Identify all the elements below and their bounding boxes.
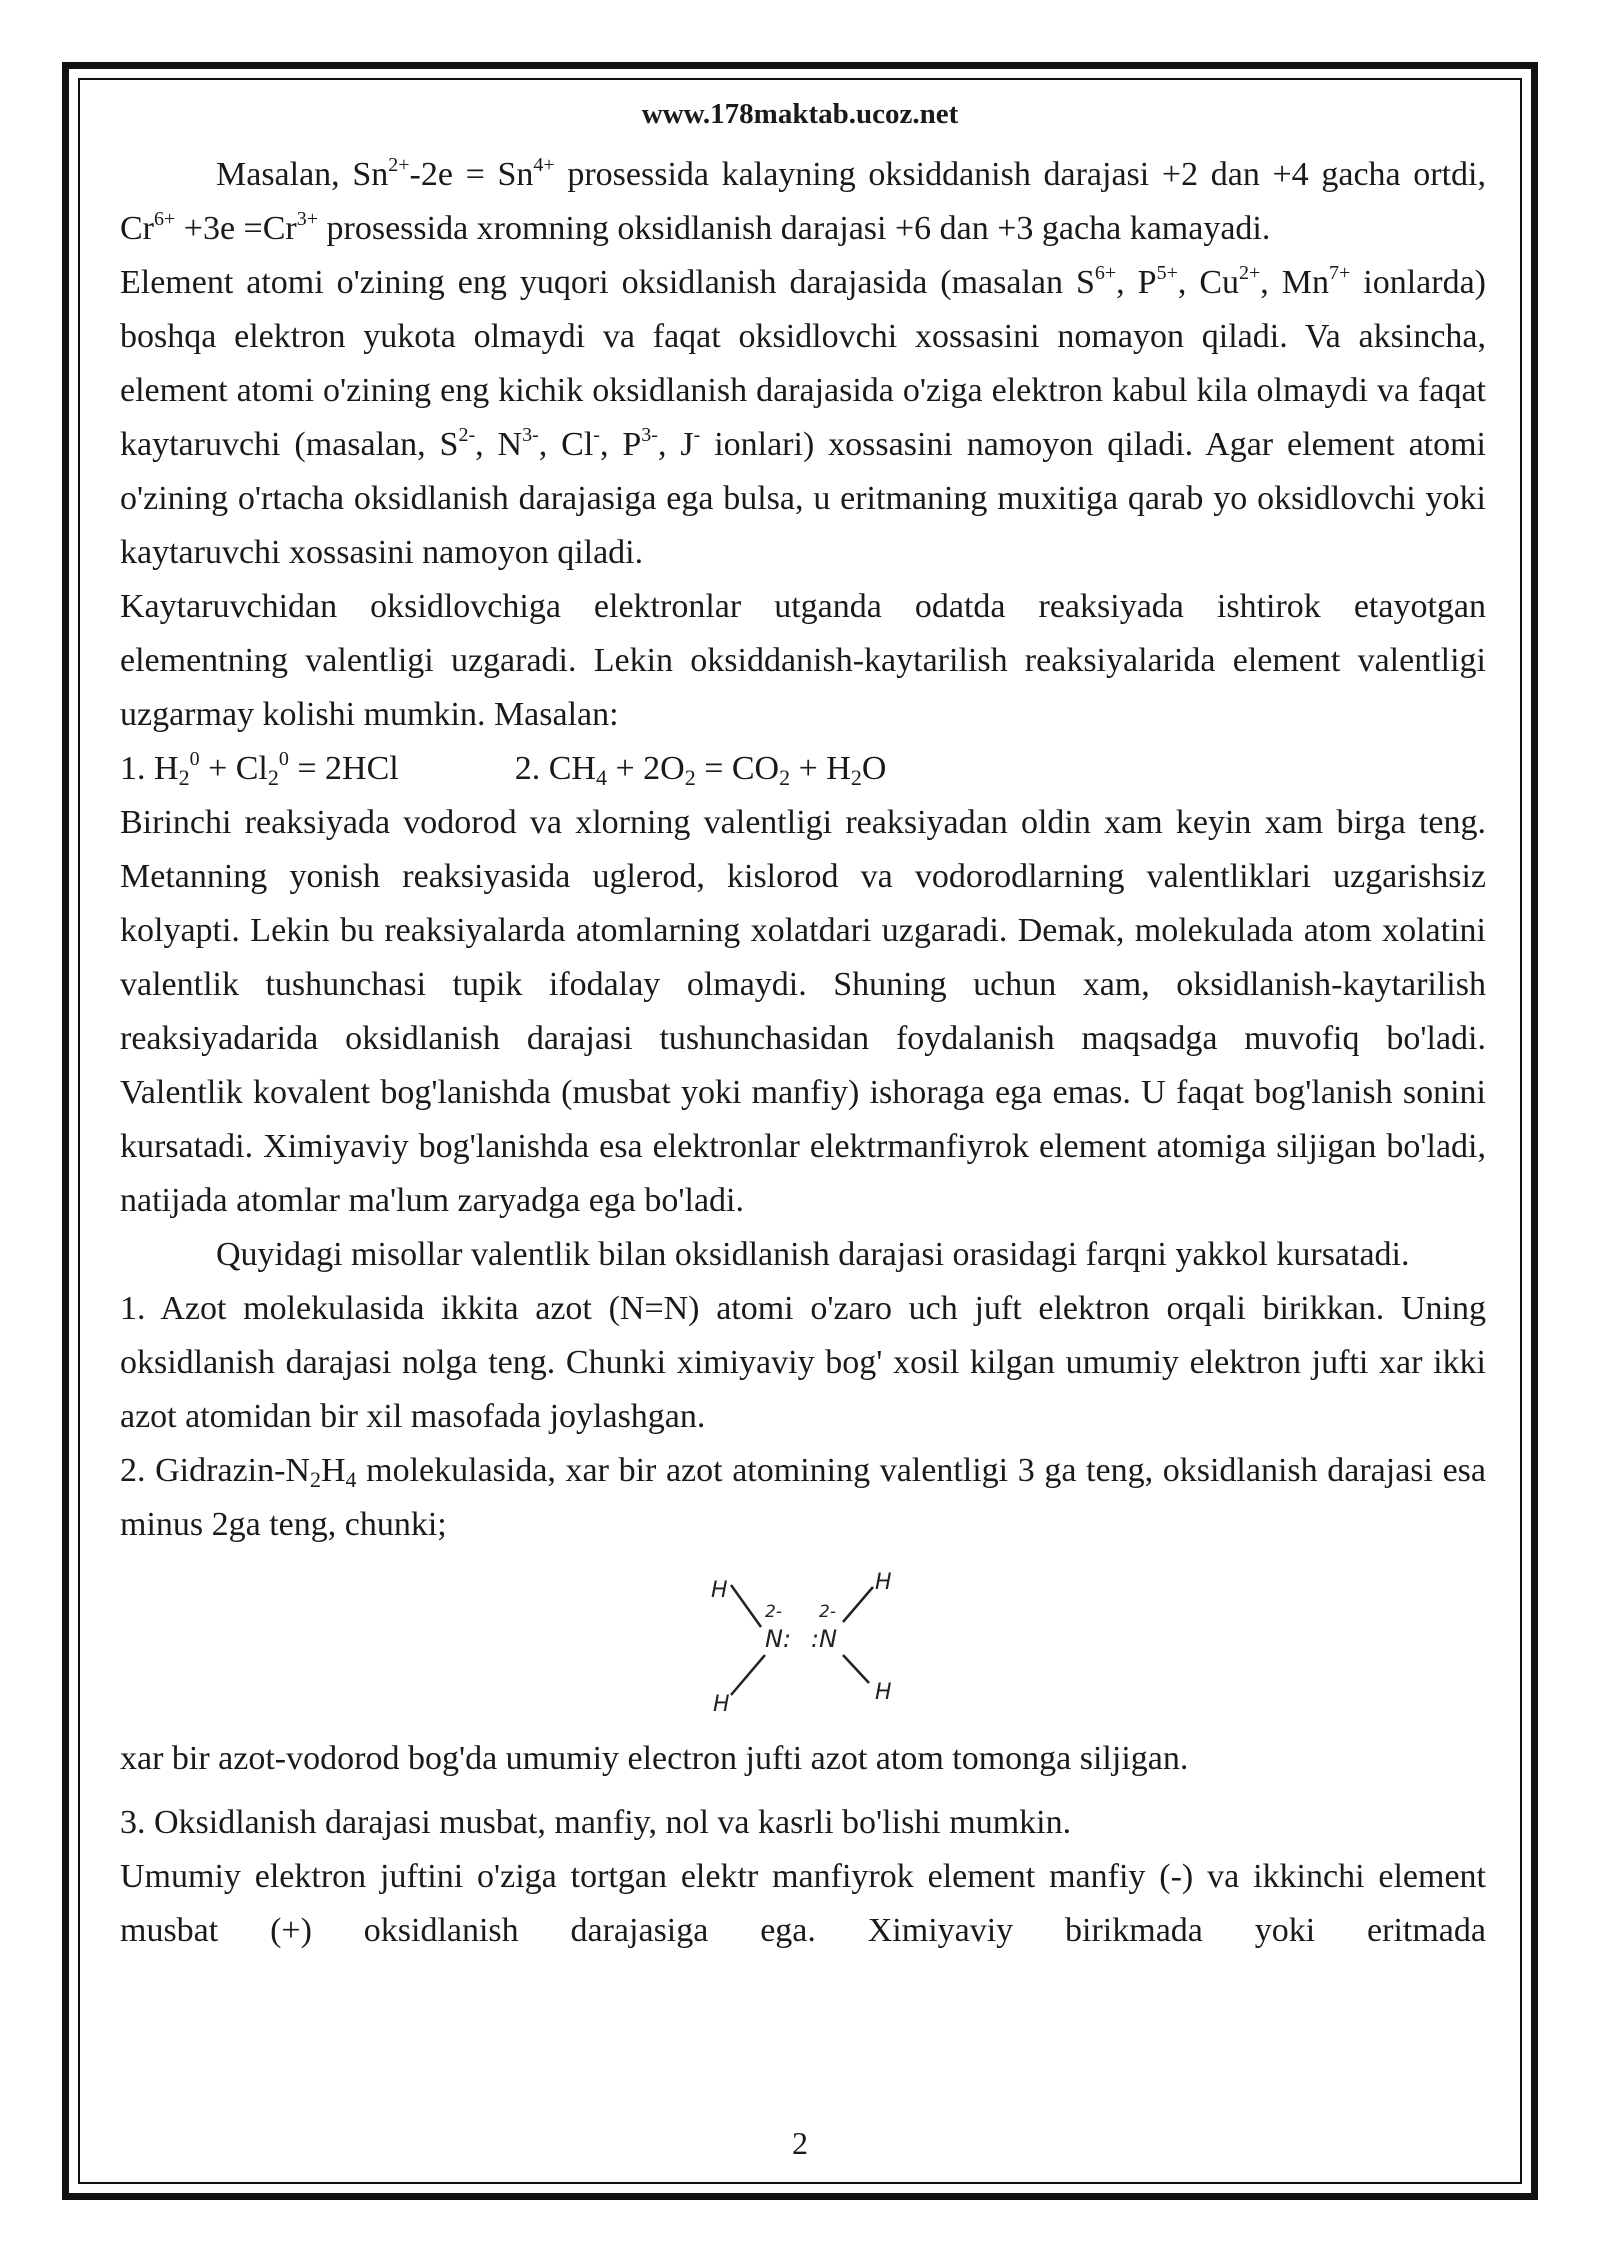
hydrogen-top-left: H — [711, 1578, 728, 1603]
bond-top-left — [731, 1585, 761, 1627]
hydrazine-structure-drawing — [703, 1567, 903, 1717]
paragraph-nitrogen-molecule: 1. Azot molekulasida ikkita azot (N=N) atomi o'zaro uch juft elektron orqali birikkan. Uning oksidlanish darajasi nolga teng. Chunki ximiyaviy bog' xosil kilgan umumiy elektron jufti xar ikki azot atomidan bir xil masofada joylashgan. — [120, 1290, 1486, 1435]
bond-top-right — [843, 1587, 873, 1622]
nitrogen-right: :N — [811, 1625, 838, 1653]
charge-left: 2- — [765, 1602, 782, 1622]
site-url-header: www.178maktab.ucoz.net — [641, 98, 959, 130]
paragraph-examples-intro: Quyidagi misollar valentlik bilan oksidlanish darajasi orasidagi farqni yakkol kursatadi. — [216, 1236, 1410, 1273]
paragraph-hydrazine: 2. Gidrazin-$N_2H_4$ molekulasida, xar bir azot atomining valentligi 3 ga teng, oksidlanish darajasi esa minus 2ga teng, chunki; — [120, 1452, 1486, 1543]
paragraph-electronegative-element: Umumiy elektron juftini o'ziga tortgan elektr manfiyrok element manfiy (-) va ikkinchi element musbat (+) oksidlanish darajasiga ega. Ximiyaviy birikmada yoki eritmada — [120, 1858, 1486, 1949]
paragraph-highest-oxidation: Element atomi o'zining eng yuqori oksidlanish darajasida (masalan $S^{6+}$, $P^{5+}$, $Cu^{2+}$, $Mn^{7+}$ ionlarda) boshqa elektron yukota olmaydi va faqat oksidlovchi xossasini nomayon qiladi. Va aksincha, element atomi o'zining eng kichik oksidlanish darajasida o'ziga elektron kabul kila olmaydi va faqat kaytaruvchi (masalan, $S^{2-}$, $N^{3-}$, Cl-, $P^{3-}$, J- ionlari) xossasini namoyon qiladi. Agar element atomi o'zining o'rtacha oksidlanish darajasiga ega bulsa, u eritmaning muxitiga qarab yo oksidlovchi yoki kaytaruvchi xossasini namoyon qiladi. — [120, 262, 1486, 571]
page-number: 2 — [792, 2125, 808, 2161]
bond-bottom-left — [731, 1655, 765, 1695]
hydrogen-top-right: H — [875, 1570, 892, 1595]
paragraph-oxidation-types: 3. Oksidlanish darajasi musbat, manfiy, nol va kasrli bo'lishi mumkin. — [120, 1804, 1072, 1841]
hydrazine-structure-figure — [120, 1552, 1486, 1732]
paragraph-valence-explanation: Birinchi reaksiyada vodorod va xlorning valentligi reaksiyadan oldin xam keyin xam birga teng. Metanning yonish reaksiyasida uglerod, kislorod va vodorodlarning valentliklari uzgarishsiz kolyapti. Lekin bu reaksiyalarda atomlarning xolatdari uzgaradi. Demak, molekulada atom xolatini valentlik tushunchasi tupik ifodalay olmaydi. Shuning uchun xam, oksidlanish-kaytarilish reaksiyadarida oksidlanish darajasi tushunchasidan foydalanish maqsadga muvofiq bo'ladi. Valentlik kovalent bog'lanishda (musbat yoki manfiy) ishoraga ega emas. U faqat bog'lanish sonini kursatadi. Ximiyaviy bog'lanishda esa elektronlar elektrmanfiyrok element atomiga siljigan bo'ladi, natijada atomlar ma'lum zaryadga ega bo'ladi. — [120, 804, 1486, 1219]
equation-methane-combustion: 2. $CH_4 + 2O_2 = CO_2 + H_2O$ — [514, 750, 887, 790]
nitrogen-left: N: — [765, 1625, 792, 1653]
equation-hydrogen-chlorine: 1. $H_2^0 + Cl_2^0 = 2HCl$ — [120, 748, 399, 790]
paragraph-valence-change: Kaytaruvchidan oksidlovchiga elektronlar utganda odatda reaksiyada ishtirok etayotgan elementning valentligi uzgaradi. Lekin oksiddanish-kaytarilish reaksiyalarida element valentligi uzgarmay kolishi mumkin. Masalan: — [120, 588, 1486, 733]
page-content — [120, 148, 1486, 1958]
paragraph-bond-shift: xar bir azot-vodorod bog'da umumiy electron jufti azot atom tomonga siljigan. — [120, 1740, 1189, 1777]
hydrogen-bottom-left: H — [713, 1692, 730, 1717]
equations-row — [120, 742, 1486, 796]
hydrogen-bottom-right: H — [875, 1680, 892, 1705]
paragraph-redox-example: Masalan, $Sn^{2+}-2e = Sn^{4+}$ prosessida kalayning oksiddanish darajasi +2 dan +4 gacha ortdi, $Cr^{6+} +3e =Cr^{3+}$ prosessida xromning oksidlanish darajasi +6 dan +3 gacha kamayadi. — [120, 154, 1487, 247]
charge-right: 2- — [819, 1602, 836, 1622]
bond-bottom-right — [843, 1655, 869, 1683]
